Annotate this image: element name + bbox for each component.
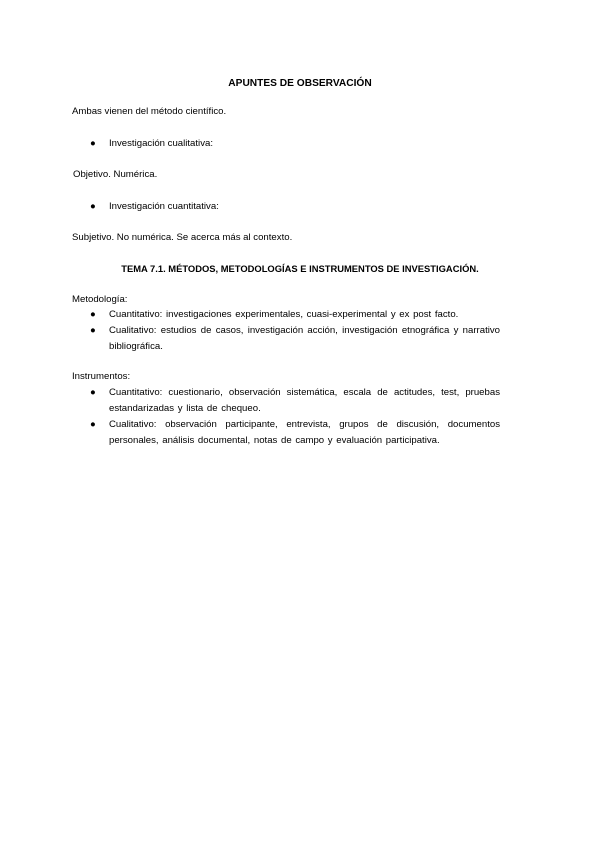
quantitative-note: Subjetivo. No numérica. Se acerca más al contexto. (72, 232, 293, 243)
list-item (90, 323, 500, 355)
bullet-icon: ● (90, 138, 96, 149)
list-item (90, 417, 500, 449)
instruments-heading: Instrumentos: (72, 371, 131, 382)
qualitative-note: Objetivo. Numérica. (73, 169, 158, 180)
bullet-icon: ● (90, 201, 96, 212)
bullet-icon: ● (90, 387, 96, 398)
list-item-text: Cuantitativo: cuestionario, observación sistemática, escala de actitudes, test, pruebas estandarizadas y lista de chequeo. (109, 387, 500, 414)
list-item (90, 385, 500, 417)
intro-text: Ambas vienen del método científico. (72, 106, 227, 117)
section-title: TEMA 7.1. MÉTODOS, METODOLOGÍAS E INSTRUMENTOS DE INVESTIGACIÓN. (121, 263, 479, 274)
bullet-qualitative (90, 136, 213, 152)
methodology-list (90, 307, 500, 355)
list-item-text: Cualitativo: observación participante, entrevista, grupos de discusión, documentos personales, análisis documental, notas de campo y evaluación participativa. (109, 419, 500, 446)
bullet-icon: ● (90, 419, 96, 430)
methodology-heading: Metodología: (72, 294, 128, 305)
bullet-quantitative (90, 199, 219, 215)
page-title: APUNTES DE OBSERVACIÓN (228, 78, 372, 89)
quantitative-label: Investigación cuantitativa: (109, 201, 219, 212)
list-item (90, 307, 500, 323)
bullet-icon: ● (90, 325, 96, 336)
bullet-icon: ● (90, 309, 96, 320)
list-item-text: Cuantitativo: investigaciones experimentales, cuasi-experimental y ex post facto. (109, 309, 459, 320)
qualitative-label: Investigación cualitativa: (109, 138, 213, 149)
list-item-text: Cualitativo: estudios de casos, investigación acción, investigación etnográfica y narrativo bibliográfica. (109, 325, 500, 352)
instruments-list (90, 385, 500, 449)
